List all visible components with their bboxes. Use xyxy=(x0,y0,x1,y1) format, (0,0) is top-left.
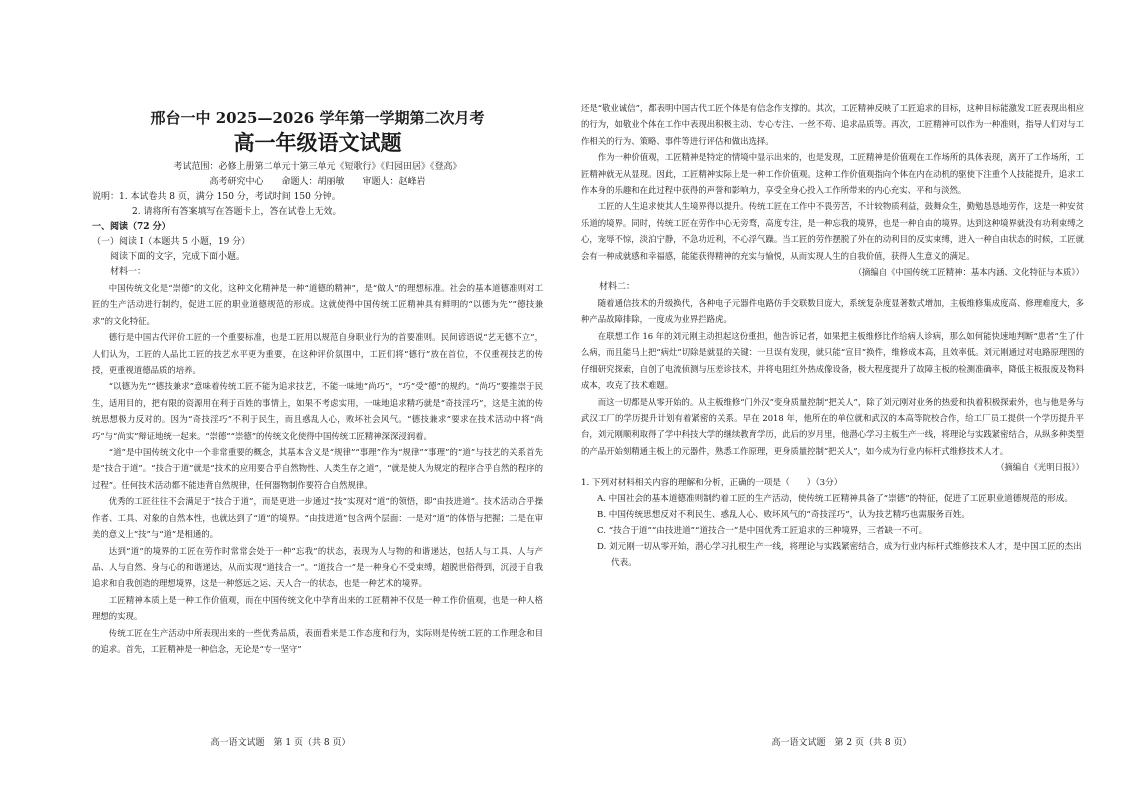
paragraph: 工匠精神本质上是一种工作价值观，而在中国传统文化中孕育出来的工匠精神不仅是一种工作价值观，也是一种人格理想的实现。 xyxy=(92,594,543,622)
paragraph: 工匠的人生追求使其人生境界得以提升。传统工匠在工作中不畏劳苦，不计较物质利益，鼓舞众生，勤勉恳恳地劳作，这是一种安贫乐道的境界。同时，传统工匠在劳作中心无旁骛，高度专注，是一种忘我的境界，也是一种自由的境界。达到这种境界就没有功利束缚之心，宠辱不惊，淡泊宁静，不急功近利，不心浮气躁。当工匠的劳作摆脱了外在的动利目的反实束缚，进入一种自由状态的时候，工匠就会有一种成就感和幸福感，能能获得精神的充实与愉悦，从而实现人生的自我价值，获得人生意义的满足。 xyxy=(581,201,1084,261)
question-1: 1. 下列对材料相关内容的理解和分析，正确的一项是（ ）（3分） xyxy=(581,478,843,489)
option-d: D. 刘元刚一切从零开始，潜心学习扎根生产一线，将理论与实践紧密结合，成为行业内标杆式维修技术人才，是中国工匠的杰出代表。 xyxy=(597,542,1082,569)
paragraph: 而这一切都是从零开始的。从主板维修“门外汉”变身质量控制“把关人”，除了刘元刚对业务的热爱和执着积极探索外，也与他是务与武汉工厂的学历提升计划有着紧密的关系。早在 2018 年，他所在的单位就和武汉的本高等院校合作，给工厂员工提供一个学历提升平台，刘元刚顺利取得了学中科技大学的继续教育学历，此后的岁月里，他潜心学习主板生产一线，将理论与实践紧密结合，从纵多种类型的产品开始刻精通主板上的元器件，熟悉工作原理，更身质量控制“把关人”，如今成为行业内标杆式维修技术人才。 xyxy=(581,396,1084,456)
paragraph: 随着通信技术的升级换代，各种电子元器件电路仿手交联数目庞大，系统复杂度显著数式增加，主板维修集成度高、修理难度大，多种产品故障排除，一度成为业界拦路虎。 xyxy=(581,298,1084,325)
paragraph: “以德为先”“德技兼求”意味着传统工匠不能为追求技艺，不能一味地“尚巧”，“巧”受“德”的规约。“尚巧”要推崇于民生，适用目的，把有限的资源用在利于百姓的事情上，如果不考虑实用，一味地追求精巧就是“奇技淫巧”，这是主流的传统思想极力反对的。因为“奇技淫巧”不利于民生，而且惑乱人心，败坏社会风气。“德技兼求”要求在技术活动中将“尚巧”与“尚实”辩证地统一起来。“崇德”“崇德”的传统文化使得中国传统工匠精神深深浸润着。 xyxy=(92,381,543,441)
section-heading: 一、阅读（72 分） xyxy=(92,222,171,232)
exam-subtitle: 高一年级语文试题 xyxy=(233,130,402,155)
paragraph: 作为一种价值观，工匠精神是特定的情境中显示出来的，也是发现，工匠精神是价值观在工作场所的具体表现，离开了工作场所，工匠精神就无从显现。因此，工匠精神实际上是一种工作价值观。这种工作价值观指向个体在内在动机的驱使下注重个人技能提升，追求工作本身的乐趣和在此过程中获得的声誉和影响力，享受全身心投入工作所带来的内心充实、平和与淡然。 xyxy=(581,152,1084,196)
paragraph: 在联想工作 16 年的刘元刚主动担起这份重担，他告诉记者，如果把主板维修比作给病人诊病，那么如何能快速地判断“患者”生了什么病，而且能马上把“病灶”切除是就显的关键：一旦误有发现，就只能“宣目”换件，维修成本高，且效率低。刘元刚通过对电路原理图的仔细研究探索，自创了电流侦测与压差诊技术，并将电阻红外热成像设备，极大程度提升了故障主板的检测准确率，降低主板报废及物料成本，攻克了技术难题。 xyxy=(581,330,1084,391)
material-1-label: 材料一： xyxy=(110,267,147,277)
page-footer: 高一语文试题 第 2 页（共 8 页） xyxy=(771,738,912,748)
source-citation: （摘编自《光明日报》） xyxy=(996,462,1084,473)
page-1 xyxy=(0,0,561,794)
exam-scope: 考试范围：必修上册第二单元十第三单元《短歌行》《归园田居》《登高》 xyxy=(173,162,462,172)
page-2 xyxy=(561,0,1122,794)
instruction: 阅读下面的文字，完成下面小题。 xyxy=(110,252,246,262)
paragraph: 优秀的工匠往往不会满足于“技合于道”，而是更进一步通过“技”实现对“道”的领悟，即“由技进道”。技术活动合乎操作者、工具、对象的自然本性，也就达到了“道”的境界。“由技进道”包含两个层面：一是对“道”的体悟与把握；二是在审美的意义上“技”与“道”是相通的。 xyxy=(92,496,543,540)
paragraph: 达到“道”的境界的工匠在劳作时常常会处于一种“忘我”的状态，表现为人与物的和谐递达，包括人与工具、人与产品、人与自然、身与心的和谐递达，从而实现“道技合一”。“道技合一”是一种身心不受束缚，超脱世俗得到，沉浸于自我追求和自我创造的理想境界，这是一种悠远之运、天人合一的状态，也是一种艺术的境界。 xyxy=(92,545,543,589)
option-a: A. 中国社会的基本道德准则制约着工匠的生产活动，使传统工匠精神具备了“崇德”的特征，促进了工匠职业道德规范的形成。 xyxy=(597,494,1073,505)
exam-title: 邢台一中 2025—2026 学年第一学期第二次月考 xyxy=(150,109,485,127)
paragraph: 传统工匠在生产活动中所表现出来的一些优秀品质，表面看来是工作态度和行为，实际则是传统工匠的工作理念和目的追求。首先，工匠精神是一种信念，无论是“专一坚守” xyxy=(92,627,543,654)
paragraph: 还是“敬业诚信”，都表明中国古代工匠个体是有信念作支撑的。其次，工匠精神反映了工匠追求的目标，这种目标能激发工匠表现出相应的行为，如敬业个体在工作中表现出积极主动、专心专注、一丝不苟、追求品质等。再次，工匠精神可以作为一种准则，指导人们对与工作相关的行为、策略、事件等进行评估和做出选择。 xyxy=(581,103,1084,146)
exam-authors: 高考研究中心 命题人：胡丽敏 审题人：赵峰岩 xyxy=(209,177,426,187)
option-b: B. 中国传统思想反对不利民生、惑乱人心、败坏风气的“奇技淫巧”，认为技艺精巧也需服务百姓。 xyxy=(597,510,970,521)
note-2: 2. 请将所有答案填写在答题卡上，答在试卷上无效。 xyxy=(132,207,342,217)
option-c: C. “技合于道”“由技进道”“道技合一”是中国优秀工匠追求的三种境界，三者缺一不可。 xyxy=(597,526,928,537)
note-1: 说明：1. 本试卷共 8 页，满分 150 分，考试时间 150 分钟。 xyxy=(92,192,341,202)
paragraph: “道”是中国传统文化中一个非常重要的概念，其基本含义是“规律”“事理”作为“规律”“事理”的“道”与技艺的关系首先是“技合于道”。“技合于道”就是“技术的应用要合乎自然物性、人类生存之道”，“就是使人为规定的程序合乎自然的程序的过程”。任何技术活动都不能违背自然规律，任何器物制作要符合自然规律。 xyxy=(92,447,543,490)
material-2-label: 材料二： xyxy=(599,282,636,293)
paragraph: 中国传统文化是“崇德”的文化，这种文化精神是一种“道德的精神”，是“做人”的理想标准。社会的基本道德准则对工匠的生产活动进行制约，促进工匠的职业道德规范的形成。这就使得中国传统工匠精神具有鲜明的“以德为先”“德技兼求”的文化特征。 xyxy=(92,283,543,326)
subsection-heading: （一）阅读 I（本题共 5 小题，19 分） xyxy=(92,237,251,247)
paragraph: 德行是中国古代评价工匠的一个重要标准，也是工匠用以规范自身职业行为的首要准则。民间谚语说“艺无德不立”，人们认为，工匠的人品比工匠的技艺水平更为重要，在这种评价氛围中，工匠们将“德行”放在首位，不仅重视技艺的传授，更重视道德品质的培养。 xyxy=(92,332,543,376)
source-citation: （摘编自《中国传统工匠精神：基本内涵、文化特征与本质》） xyxy=(853,267,1084,278)
page-footer: 高一语文试题 第 1 页（共 8 页） xyxy=(210,738,351,748)
